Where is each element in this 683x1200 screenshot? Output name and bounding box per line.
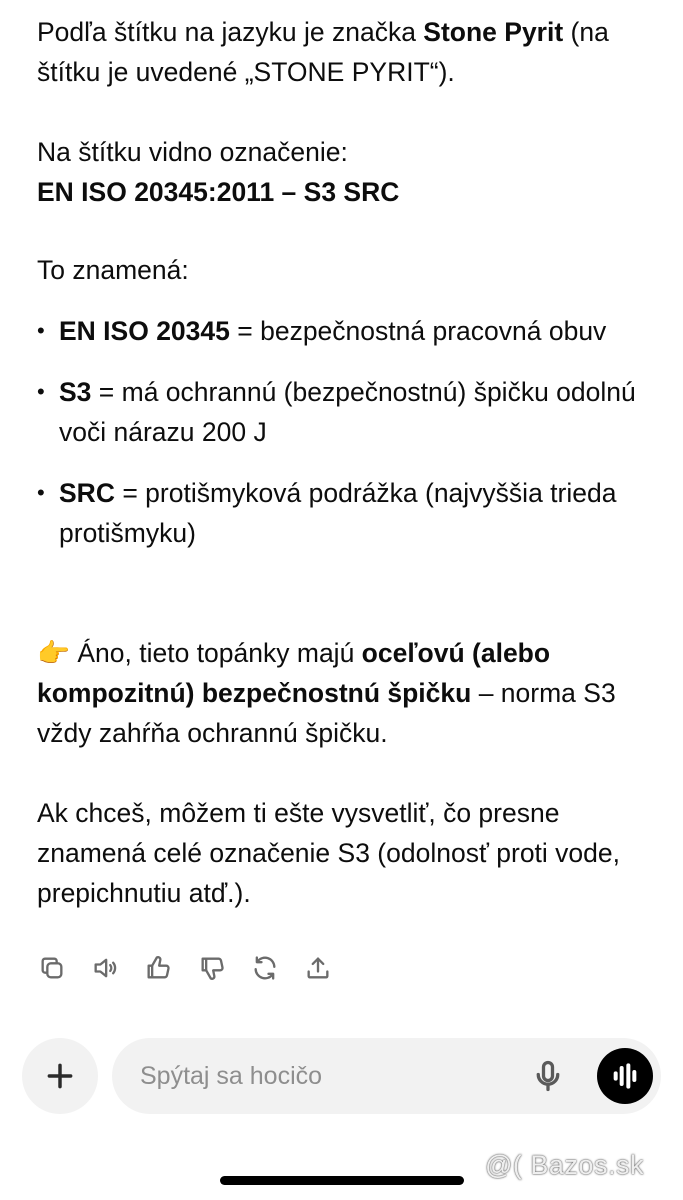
- paragraph-answer: 👉 Áno, tieto topánky majú oceľovú (alebo kompozitnú) bezpečnostnú špičku – norma S3 vždy zahŕňa ochrannú špičku.: [37, 638, 616, 748]
- norm-code: EN ISO 20345:2011 – S3 SRC: [37, 177, 400, 207]
- list-item: • EN ISO 20345 = bezpečnostná pracovná obuv: [37, 311, 647, 351]
- plus-icon: [44, 1060, 76, 1092]
- voice-mode-button[interactable]: [597, 1048, 653, 1104]
- microphone-button[interactable]: [530, 1058, 566, 1094]
- composer: [112, 1038, 661, 1114]
- paragraph-offer: Ak chceš, môžem ti ešte vysvetliť, čo presne znamená celé označenie S3 (odolnosť proti vode, prepichnutiu atď.).: [37, 798, 620, 908]
- brand-name: Stone Pyrit: [423, 17, 564, 47]
- paragraph-marking: Na štítku vidno označenie: EN ISO 20345:2011 – S3 SRC: [37, 137, 400, 207]
- assistant-message: [37, 12, 647, 92]
- message-input[interactable]: [140, 1056, 520, 1096]
- list-item: • SRC = protišmyková podrážka (najvyššia trieda protišmyku): [37, 473, 647, 553]
- bullet-list: [37, 311, 647, 553]
- pointing-hand-icon: 👉: [37, 638, 70, 668]
- speaker-icon[interactable]: [89, 951, 121, 985]
- thumbs-up-icon[interactable]: [142, 951, 174, 985]
- watermark: @( Bazos.sk: [485, 1150, 644, 1180]
- paragraph-meaning: To znamená:: [37, 255, 189, 285]
- waveform-icon: [609, 1060, 641, 1092]
- regenerate-icon[interactable]: [249, 951, 281, 985]
- copy-icon[interactable]: [36, 951, 68, 985]
- share-icon[interactable]: [302, 951, 334, 985]
- home-indicator: [220, 1176, 464, 1185]
- paragraph-brand: Podľa štítku na jazyku je značka Stone Pyrit (na štítku je uvedené „STONE PYRIT“).: [37, 17, 609, 87]
- thumbs-down-icon[interactable]: [196, 951, 228, 985]
- microphone-icon: [530, 1058, 566, 1094]
- attach-button[interactable]: [22, 1038, 98, 1114]
- list-item: • S3 = má ochrannú (bezpečnostnú) špičku odolnú voči nárazu 200 J: [37, 372, 647, 452]
